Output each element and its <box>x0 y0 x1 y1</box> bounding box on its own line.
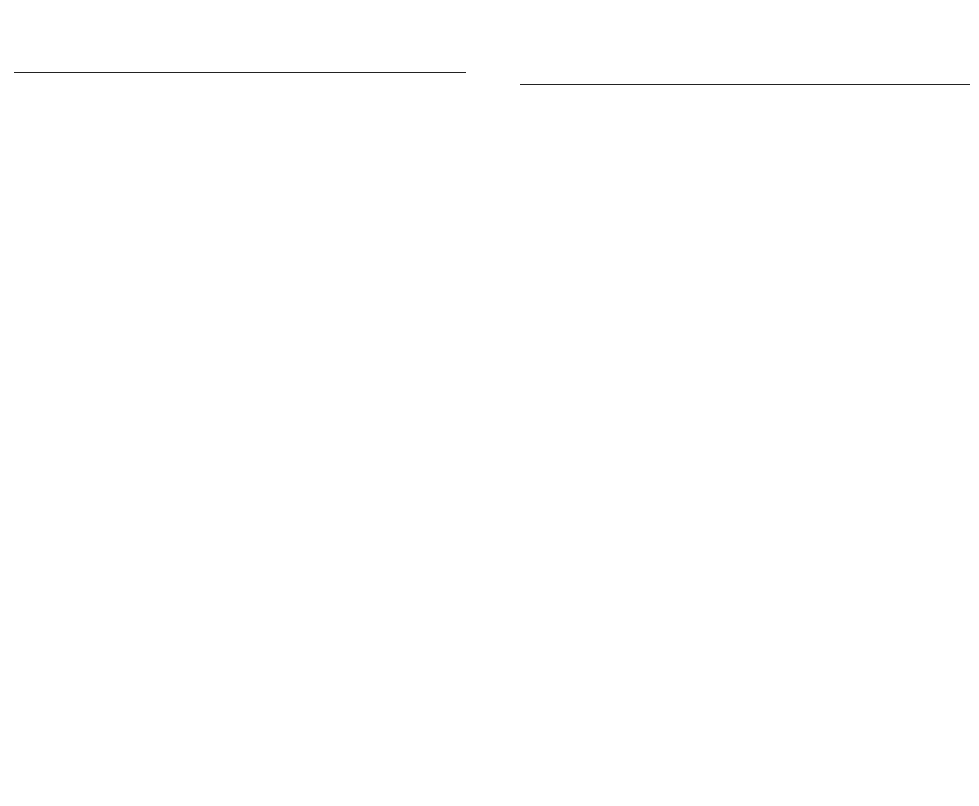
header-rule <box>520 84 970 85</box>
worship-order-page <box>0 0 480 806</box>
sermon-page <box>500 0 979 806</box>
header-rule <box>14 72 466 73</box>
